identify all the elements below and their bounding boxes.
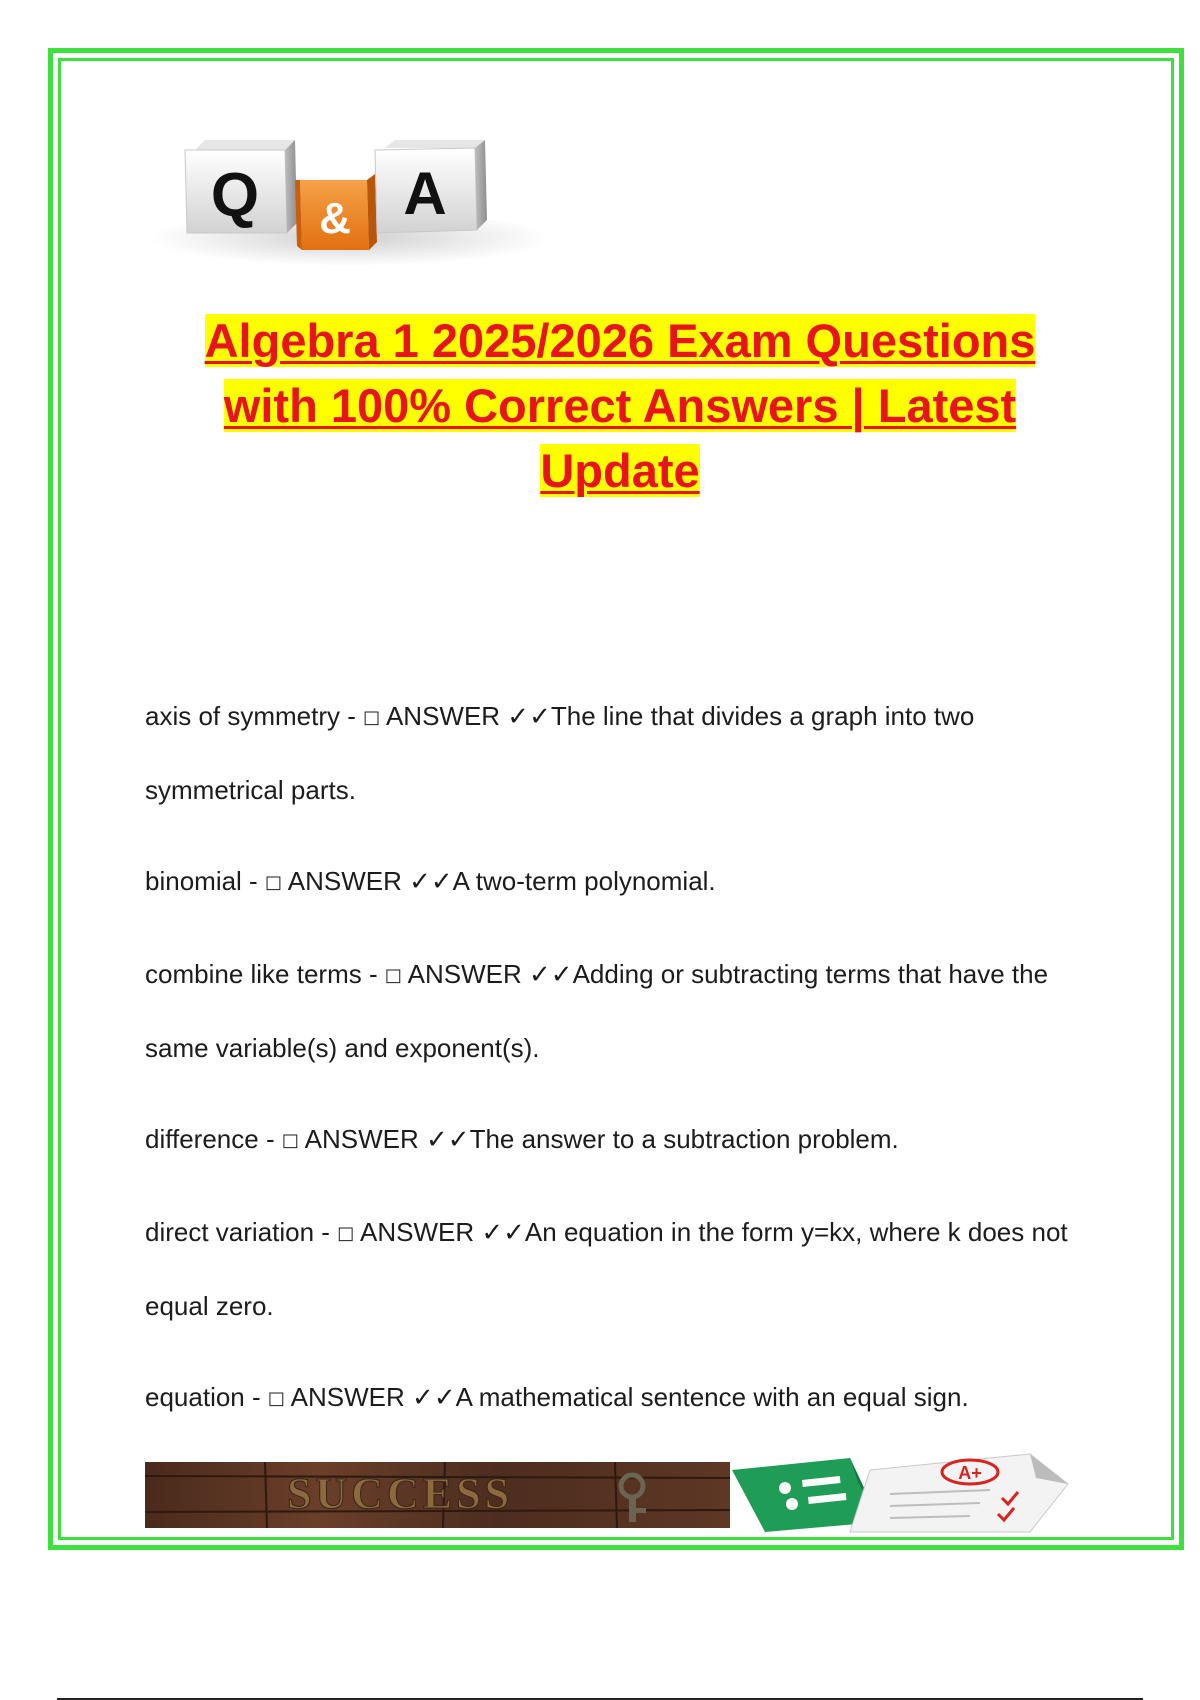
glossary-entry (145, 1196, 1095, 1342)
definition: The line that divides a graph into two symmetrical parts. (145, 701, 975, 805)
separator: - (241, 866, 265, 896)
separator: - (340, 701, 364, 731)
glossary-list (145, 680, 1095, 1454)
check-icon: ✓✓ (507, 702, 551, 732)
answer-label: ANSWER (401, 959, 529, 989)
definition: Adding or subtracting terms that have the same variable(s) and exponent(s). (145, 959, 1049, 1063)
term: binomial (145, 866, 242, 896)
term: direct variation (145, 1217, 315, 1247)
glossary-entry (145, 1361, 1095, 1435)
missing-glyph-icon: □ (337, 1223, 355, 1244)
glossary-entry (145, 938, 1095, 1084)
term: axis of symmetry (145, 701, 341, 731)
logo-letter-q: Q (210, 161, 260, 230)
logo-letter-a: A (403, 160, 447, 227)
check-icon: ✓✓ (425, 1125, 470, 1155)
success-banner-text: SUCCESS (286, 1469, 514, 1518)
page-title (170, 308, 1070, 503)
success-banner-image (145, 1462, 730, 1528)
missing-glyph-icon: □ (363, 707, 381, 728)
grade-mark: A+ (958, 1463, 982, 1483)
separator: - (314, 1217, 338, 1247)
answer-label: ANSWER (354, 1217, 482, 1247)
check-icon: ✓✓ (412, 1383, 456, 1413)
separator: - (244, 1382, 268, 1412)
graded-paper-icon (850, 1454, 1068, 1532)
missing-glyph-icon: □ (264, 872, 282, 893)
definition: A mathematical sentence with an equal sign. (455, 1382, 969, 1412)
check-icon: ✓✓ (529, 960, 573, 990)
check-icon: ✓✓ (481, 1218, 525, 1248)
term: difference (145, 1124, 259, 1154)
page-title-text: Algebra 1 2025/2026 Exam Questions with 100% Correct Answers | Latest Update (204, 314, 1036, 497)
missing-glyph-icon: □ (281, 1130, 299, 1151)
answer-label: ANSWER (284, 1382, 413, 1412)
term: combine like terms (145, 959, 362, 989)
check-icon: ✓✓ (409, 867, 453, 897)
glossary-entry (145, 845, 1095, 919)
qa-dice-logo (145, 88, 555, 268)
logo-ampersand: & (319, 194, 351, 243)
term: equation (145, 1382, 245, 1412)
glossary-entry (145, 680, 1095, 826)
missing-glyph-icon: □ (267, 1388, 285, 1409)
separator: - (258, 1124, 282, 1154)
definition: A two-term polynomial. (452, 866, 716, 896)
answer-label: ANSWER (380, 701, 508, 731)
answer-label: ANSWER (281, 866, 410, 896)
answer-label: ANSWER (298, 1124, 426, 1154)
graded-test-illustration (730, 1450, 1070, 1535)
glossary-entry (145, 1103, 1095, 1177)
missing-glyph-icon: □ (384, 965, 402, 986)
separator: - (361, 959, 385, 989)
definition: An equation in the form y=kx, where k does not equal zero. (145, 1217, 1068, 1321)
definition: The answer to a subtraction problem. (469, 1124, 899, 1154)
